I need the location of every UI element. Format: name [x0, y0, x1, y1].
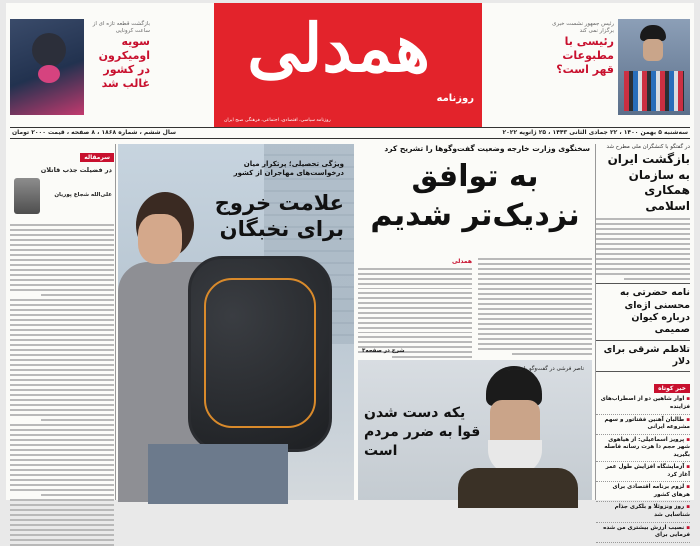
issue-info: سال ششم ، شماره ۱۸۶۸ ، ۸ صفحه ، قیمت ۲۰۰۰ تومان: [12, 129, 177, 136]
lead-headline: به توافق نزدیک‌تر شدیم: [370, 159, 580, 233]
left-promo-title: سویه اومیکرون در کشور غالب شد: [98, 35, 150, 90]
issue-date: سه‌شنبه ۵ بهمن ۱۴۰۰ ، ۲۲ جمادی الثانی ۱۴۴۳ ، ۲۵ ژانویه ۲۰۲۲: [502, 129, 688, 136]
brief-item[interactable]: ▪ روز ونزوئلا و بلکری جذام شناسایی شد: [596, 502, 690, 522]
author-name: علی‌الله شجاع پوریان: [54, 192, 112, 198]
author-photo: [14, 178, 40, 214]
column-divider: [115, 144, 116, 500]
masthead-right-promo[interactable]: [540, 19, 690, 117]
editorial-body: [10, 224, 114, 546]
lead-brand-tag: همدلی: [452, 258, 472, 265]
dateline: [10, 127, 690, 139]
lead-continued-link[interactable]: شرح در صفحه۳: [362, 348, 405, 354]
right-title-3[interactable]: تلاطم شرقی برای دلار: [603, 343, 690, 368]
photo-story-kicker: ویژگی تحصیلی؛ پرتکرار میان درخواست‌های مهاجران از کشور: [233, 160, 344, 178]
brief-item[interactable]: ▪ اوار شاهین دو از اصطراب‌های فزاینده: [596, 394, 690, 414]
lead-body: [358, 258, 592, 358]
editorial-title: در فضیلت جذب قاتلان: [40, 166, 112, 174]
left-promo-kicker: بازگشت قطعه تازه ای از ساعت کرونایی: [92, 21, 150, 35]
inset-story[interactable]: [358, 360, 592, 500]
briefs-list: [596, 394, 690, 542]
brief-item[interactable]: ▪ طالبان آهنین ففتاتور و سهم مشروعه ایرانی: [596, 415, 690, 435]
logo-block: [214, 3, 482, 127]
right-title-2[interactable]: نامه حضرتی به محسنی اژه‌ای درباره کیوان صمیمی: [619, 287, 690, 336]
right-kicker: در گفتگو با کنشگران ملی مطرح شد: [606, 144, 690, 150]
brief-item[interactable]: ▪ پرویز اسماعیلی: از هیاهوی شهر حجم دا هرت رسانه فاصله بگیرید: [596, 435, 690, 463]
logo-prefix: روزنامه: [436, 93, 474, 104]
president-press-photo: [618, 19, 690, 115]
right-news-column: [596, 144, 690, 539]
logo-subtitle: روزنامه سیاسی، اقتصادی، اجتماعی، فرهنگی صبح ایران: [224, 118, 331, 123]
brief-item[interactable]: ▪ نصیب ارزش بیشتری من شده فرمایی برای: [596, 523, 690, 543]
inset-title: یکه دست شدن قوا به ضرر مردم است: [364, 405, 481, 459]
right-title-1[interactable]: بازگشت ایران به سازمان همکاری اسلامی: [607, 152, 690, 213]
editorial-tag: سرمقاله: [80, 153, 114, 162]
briefs-heading: خبر کوتاه: [654, 384, 690, 393]
inset-quote-kicker: ناصر فرشی در گفت‌وگو با همدلی:: [505, 366, 584, 372]
photo-story[interactable]: [118, 144, 354, 500]
brief-item[interactable]: ▪ لزوم برنامه اقتصادی برای هرهای کشور: [596, 482, 690, 502]
author-row: [10, 178, 114, 220]
masthead-left-promo[interactable]: [10, 19, 150, 115]
logo: همدلی: [247, 9, 430, 87]
editorial-column[interactable]: [10, 144, 114, 500]
lead-kicker: سخنگوی وزارت خارجه وضعیت گفت‌وگوها را تشریح کرد: [384, 144, 590, 153]
newspaper-page: [6, 3, 694, 539]
brief-item[interactable]: ▪ آزمایشگاه افزایش طول عمر آغاز کرد: [596, 462, 690, 482]
right-body-1: [596, 218, 690, 280]
right-promo-kicker: رئیس جمهور نشست خبری برگزار نمی کند: [552, 21, 614, 35]
photo-story-title: علامت خروج برای نخبگان: [214, 191, 344, 242]
lead-story[interactable]: [358, 144, 592, 500]
right-promo-title: رئیسی با مطبوعات قهر است؟: [556, 35, 614, 76]
masked-child-photo: [10, 19, 84, 115]
